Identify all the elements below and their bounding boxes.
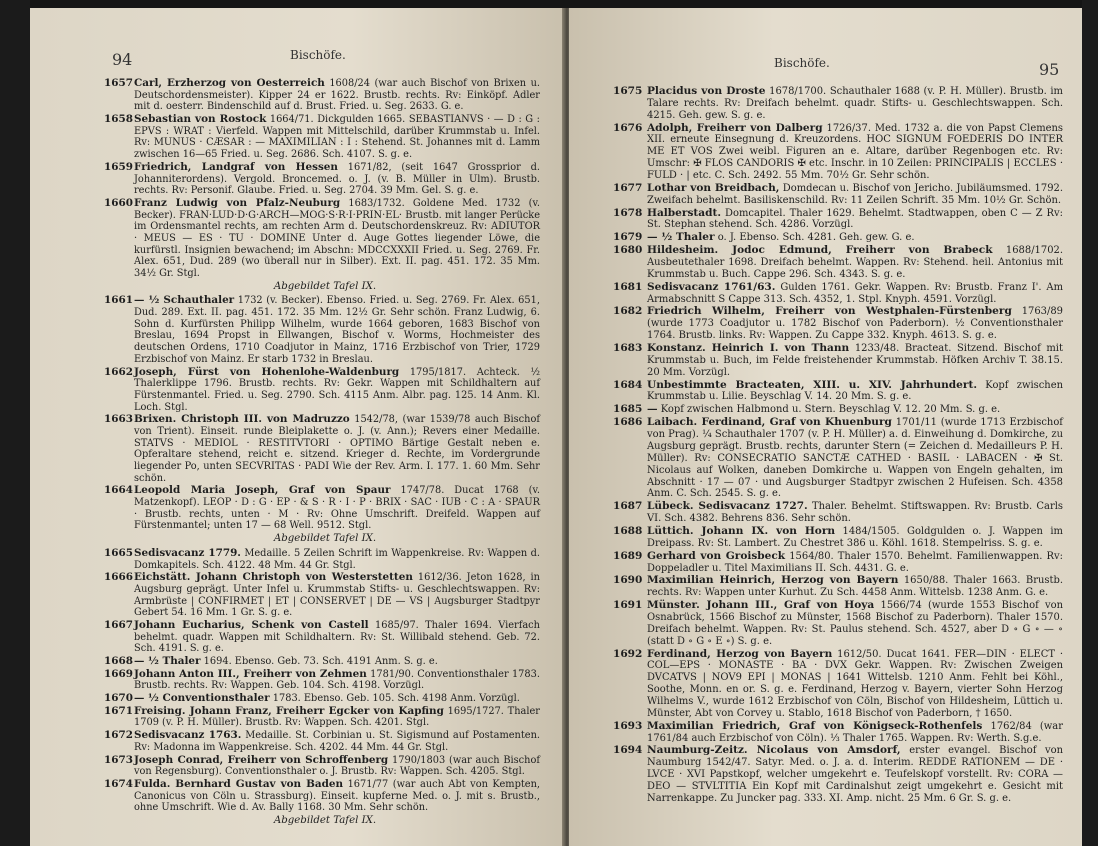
entry-number: 1678 <box>613 206 643 219</box>
plate-reference: Abgebildet Tafel IX. <box>273 814 377 826</box>
entry-description: 1484/1505. Goldgulden o. J. Wappen im Dreipass. Rv: St. Lambert. Zu Chestret 386 u. Köhl. 1618. Stempelriss. S. g. e. <box>647 525 1063 549</box>
entry-number: 1669 <box>104 667 133 680</box>
entry-heading: — ½ Thaler <box>134 655 201 667</box>
entry-number: 1689 <box>613 549 643 562</box>
entry-heading: — ½ Conventionsthaler <box>134 692 270 705</box>
entry-number: 1690 <box>613 574 643 587</box>
entry-number: 1657 <box>104 77 133 89</box>
entry-heading: Maximilian Heinrich, Herzog von Bayern <box>647 574 899 587</box>
entry-heading: Johann Eucharius, Schenk von Castell <box>134 618 369 631</box>
entry-number: 1680 <box>613 244 643 257</box>
catalog-entry <box>613 574 1063 599</box>
catalog-entry <box>104 546 540 571</box>
entry-list <box>613 85 1064 806</box>
entry-number: 1684 <box>613 378 643 391</box>
entry-number: 1676 <box>613 121 643 134</box>
entry-heading: Carl, Erzherzog von Oesterreich <box>134 77 325 89</box>
catalog-entry <box>104 113 540 161</box>
entry-heading: Freising. Johann Franz, Freiherr Egcker von Kapfing <box>134 704 444 717</box>
entry-number: 1664 <box>104 484 133 497</box>
catalog-entry <box>104 753 540 778</box>
catalog-entry <box>613 647 1063 720</box>
catalog-entry <box>613 549 1064 575</box>
entry-heading: Lübeck. Sedisvacanz 1727. <box>647 500 808 513</box>
catalog-entry <box>613 719 1063 745</box>
page-number: 95 <box>1039 60 1060 79</box>
catalog-entry <box>104 729 540 753</box>
entry-number: 1685 <box>613 403 643 416</box>
entry-description: 1732 (v. Becker). Ebenso. Fried. u. Seg. 2769. Fr. Alex. 651, Dud. 289. Ext. II. pag. 451. 172. 35 Mm. 12½ Gr. Sehr schön. Franz Ludwig, 6. Sohn d. Kurfürsten Philipp Wilhelm, wurde 1664 geboren, 1683 Bischof von Breslau, 1694 Propst in Ellwangen, Bischof v. Worms, Hochmeister des deutschen Ordens, 1710 Coadjutor in Mainz, 1716 Erzbischof von Trier, 1729 Erzbischof von Mainz. Er starb 1732 in Breslau. <box>134 295 540 365</box>
catalog-entry <box>613 231 1063 244</box>
entry-heading: Sebastian von Rostock <box>134 113 267 126</box>
catalog-entry <box>613 378 1063 404</box>
entry-number: 1671 <box>104 704 133 717</box>
catalog-entry <box>613 524 1063 550</box>
entry-number: 1665 <box>104 546 133 559</box>
catalog-entry <box>104 294 540 365</box>
book-spread <box>30 0 1082 846</box>
catalog-entry <box>613 599 1063 647</box>
entry-number: 1692 <box>613 647 643 660</box>
running-head: Bischöfe. <box>774 56 830 70</box>
entry-heading: — <box>647 403 658 416</box>
catalog-entry <box>613 403 1063 416</box>
entry-number: 1663 <box>104 413 133 426</box>
entry-heading: Joseph, Fürst von Hohenlohe-Waldenburg <box>134 365 400 378</box>
entry-description: Gulden 1761. Gekr. Wappen. Rv: Brustb. Franz I'. Am Armabschnitt S Cappe 313. Sch. 4352, 1. Stpl. Knyph. 4591. Vorzügl. <box>647 281 1063 305</box>
catalog-entry <box>104 413 540 484</box>
catalog-entry <box>613 500 1063 525</box>
plate-reference: Abgebildet Tafel IX. <box>273 533 377 545</box>
entry-description: 1683/1732. Goldene Med. 1732 (v. Becker). FRAN·LUD·D·G·ARCH—MOG·S·R·I·PRIN·EL· Brustb. mit langer Perücke im Ordensmantel rechts, am rechten Arm d. Deutschordenskreuz. Rv: ADIUTOR · MEUS — ES · TU · DOMINE Unter d. Auge Gottes liegender Löwe, die kurfürstl. Insignien bewachend; im Abschn: MDCCXXXII Fried. u. Seg. 2769. Fr. Alex. 651, Dud. 289 (wo überall nur in Silber). Ext. II. pag. 451. 172. 35 Mm. 34½ Gr. Stgl. <box>134 197 540 279</box>
entry-number: 1672 <box>104 729 133 742</box>
entry-number: 1682 <box>613 305 643 318</box>
entry-heading: Johann Anton III., Freiherr von Zehmen <box>134 667 367 680</box>
entry-heading: Münster. Johann III., Graf von Hoya <box>647 599 875 612</box>
entry-description: Domdecan u. Bischof von Jericho. Jubiläumsmed. 1792. Zweifach behelmt. Basiliskenschild. Rv: 11 Zeilen Schrift. 35 Mm. 10½ Gr. Schön. <box>647 182 1063 206</box>
entry-description: 1747/78. Ducat 1768 (v. Matzenkopf). LEOP · D : G · EP · & S · R · I · P · BRIX · SAC · IUB · C : A · SPAUR · Brustb. rechts, unten · M · Rv: Ohne Umschrift. Dreifeld. Wappen auf Fürstenmantel; unten 17 — 68 Well. 9512. Stgl. <box>134 485 540 532</box>
catalog-entry <box>104 484 540 532</box>
entry-heading: Placidus von Droste <box>647 85 766 97</box>
entry-description: 1694. Ebenso. Geb. 73. Sch. 4191 Anm. S. g. e. <box>203 656 438 667</box>
entry-heading: Friedrich Wilhelm, Freiherr von Westphalen-Fürstenberg <box>647 305 1012 318</box>
entry-description: 1542/78, (war 1539/78 auch Bischof von Trient). Einseit. runde Bleiplakette o. J. (v. Ann.); Revers einer Medaille. STATVS · MEDIOL · RESTITVTORI · OPTIMO Bärtige Gestalt neben e. Opferaltare stehend, reicht e. sitzend. Krieger d. Rechte, im Vordergrunde liegender Po, unten SECVRITAS · PADI Wie der Rev. Arm. I. 177. 1. 60 Mm. Sehr schön. <box>134 414 540 484</box>
catalog-entry <box>613 305 1063 342</box>
entry-description: 1612/36. Jeton 1628, in Augsburg geprägt. Unter Infel u. Krummstab Stifts- u. Geschlechtswappen. Rv: Armbrüste | CONFIRMET | ET | CONSERVET | DE — VS | Augsburger Stadtpyr Gebert 54. 16 Mm. 1 Gr. S. g. e. <box>134 572 540 619</box>
catalog-entry <box>613 280 1063 306</box>
entry-number: 1668 <box>104 655 133 667</box>
entry-description: 1664/71. Dickgulden 1665. SEBASTIANVS · — D : G : EPVS : WRAT : Vierfeld. Wappen mit Mittelschild, darüber Krummstab u. Infel. Rv: MUNUS · CÆSAR : — MAXIMILIAN : I : Stehend. St. Johannes mit d. Lamm zwischen 16—65 Fried. u. Seg. 2686. Sch. 4107. S. g. e. <box>134 114 540 161</box>
entry-number: 1686 <box>613 416 643 429</box>
entry-number: 1679 <box>613 231 643 244</box>
entry-description: 1783. Ebenso. Geb. 105. Sch. 4198 Anm. Vorzügl. <box>272 693 520 705</box>
catalog-entry <box>104 571 540 619</box>
entry-heading: — ½ Thaler <box>647 231 715 244</box>
catalog-entry <box>104 618 540 655</box>
entry-heading: Franz Ludwig von Pfalz-Neuburg <box>134 196 341 209</box>
entry-description: Medaille. 5 Zeilen Schrift im Wappenkreise. Rv: Wappen d. Domkapitels. Sch. 4122. 48 Mm. 44 Gr. Stgl. <box>134 547 540 571</box>
entry-list <box>104 77 540 830</box>
entry-description: 1564/80. Thaler 1570. Behelmt. Familienwappen. Rv: Doppeladler u. Titel Maximilians II. Sch. 4431. G. e. <box>647 550 1064 574</box>
entry-heading: Sedisvacanz 1761/63. <box>647 280 776 293</box>
entry-number: 1681 <box>613 280 643 293</box>
catalog-entry <box>104 77 540 113</box>
entry-number: 1662 <box>104 365 133 378</box>
catalog-entry <box>104 160 540 197</box>
entry-heading: Halberstadt. <box>647 206 722 219</box>
entry-number: 1687 <box>613 500 643 513</box>
right-page <box>569 8 1082 846</box>
entry-number: 1659 <box>104 160 133 173</box>
entry-number: 1674 <box>104 777 133 790</box>
catalog-entry <box>104 655 540 668</box>
catalog-entry <box>104 667 540 692</box>
catalog-entry <box>613 181 1063 207</box>
entry-heading: Leopold Maria Joseph, Graf von Spaur <box>134 484 391 497</box>
entry-heading: Naumburg-Zeitz. Nicolaus von Amsdorf, <box>647 744 901 757</box>
entry-description: 1233/48. Bracteat. Sitzend. Bischof mit Krummstab u. Buch, im Felde freistehender Krummstab. Höfken Archiv T. 38.15. 20 Mm. Vorzügl. <box>647 343 1063 378</box>
entry-heading: Sedisvacanz 1779. <box>134 546 241 559</box>
entry-number: 1661 <box>104 294 133 307</box>
entry-heading: Laibach. Ferdinand, Graf von Khuenburg <box>647 416 892 429</box>
running-head: Bischöfe. <box>290 48 346 62</box>
entry-heading: Lüttich. Johann IX. von Horn <box>647 524 836 537</box>
entry-number: 1694 <box>613 744 643 757</box>
entry-number: 1667 <box>104 618 133 631</box>
entry-heading: Hildesheim. Jodoc Edmund, Freiherr von Brabeck <box>647 244 993 257</box>
entry-description: 1671/82, (seit 1647 Grossprior d. Johanniterordens). Vergold. Broncemed. o. J. (v. B. Müller in Ulm). Brustb. rechts. Rv: Personif. Glaube. Fried. u. Seg. 2704. 39 Mm. Gel. S. g. e. <box>134 161 540 197</box>
entry-heading: Gerhard von Groisbeck <box>647 549 786 562</box>
entry-description: erster evangel. Bischof von Naumburg 1542/47. Satyr. Med. o. J. a. d. Interim. REDDE RATIONEM — DE · LVCE · XVI Papstkopf, welcher umgekehrt e. Teufelskopf vorstellt. Rv: CORA — DEO — STVLTITIA Ein Kopf mit Cardinalshut zeigt umgekehrt e. Gesicht mit Narrenkappe. Zu Juncker pag. 333. XI. Amp. nicht. 25 Mm. 6 Gr. S. g. e. <box>647 745 1063 804</box>
entry-description: 1566/74 (wurde 1553 Bischof von Osnabrück, 1566 Bischof zu Münster, 1568 Bischof zu Paderborn). Thaler 1570. Dreifach behelmt. Wappen. Rv: St. Paulus stehend. Sch. 4527, aber D ∘ G ∘ — ∘ (statt D ∘ G ∘ E ∘) S. g. e. <box>647 600 1063 647</box>
entry-number: 1683 <box>613 342 643 355</box>
entry-number: 1658 <box>104 113 133 126</box>
entry-description: 1608/24 (war auch Bischof von Brixen u. Deutschordensmeister). Kipper 24 er 1622. Brustb. rechts. Rv: Einköpf. Adler mit d. oesterr. Bindenschild auf d. Brust. Fried. u. Seg. 2633. G. e. <box>134 78 540 113</box>
catalog-entry <box>104 365 540 414</box>
entry-description: 1763/89 (wurde 1773 Coadjutor u. 1782 Bischof von Paderborn). ½ Conventionsthaler 1764. Brustb. links. Rv: Wappen. Zu Cappe 332. Knyph. 4613. S. g. e. <box>647 306 1063 342</box>
entry-description: 1612/50. Ducat 1641. FER—DIN · ELECT · COL—EPS · MONASTE · BA · DVX Gekr. Wappen. Rv: Zwischen Zweigen DVCATVS | NOV9 EPI | MONAS | 1641 Wittelsb. 1210 Anm. Fehlt bei Köhl., Soothe, Monn. en or. S. g. e. Ferdinand, Herzog v. Bayern, vierter Sohn Herzog Wilhelms V., wurde 1612 Erzbischof von Cöln, Bischof von Hildesheim, Lüttich u. Münster, Abt von Corvey u. Stablo, 1618 Bischof von Paderborn, † 1650. <box>647 648 1063 719</box>
entry-number: 1670 <box>104 692 133 705</box>
entry-description: Domcapitel. Thaler 1629. Behelmt. Stadtwappen, oben C — Z Rv: St. Stephan stehend. Sch. 4286. Vorzügl. <box>647 207 1063 231</box>
entry-description: 1701/11 (wurde 1713 Erzbischof von Prag). ¼ Schauthaler 1707 (v. P. H. Müller) a. d. Einweihung d. Domkirche, zu Augsburg geprägt. Brustb. rechts, darunter Stern (= Zeichen d. Medailleurs P. H. Müller). Rv: CONSECRATIO SANCTÆ CATHED · BASIL · LABACEN · ✠ St. Nicolaus auf Wolken, daneben Domkirche u. Wappen von Engeln gehalten, im Abschnitt · 17 — 07 · und Augsburger Stadtpyr zwischen 2 Hufeisen. Sch. 4358 Anm. C. Sch. 2545. S. g. e. <box>647 417 1063 500</box>
catalog-entry <box>104 692 540 705</box>
entry-number: 1660 <box>104 196 133 209</box>
catalog-entry <box>613 121 1063 182</box>
entry-description: 1650/88. Thaler 1663. Brustb. rechts. Rv: Wappen unter Kurhut. Zu Sch. 4458 Anm. Wittelsb. 1238 Anm. G. e. <box>647 575 1063 599</box>
entry-description: 1762/84 (war 1761/84 auch Erzbischof von Cöln). ⅓ Thaler 1765. Wappen. Rv: Werth. S.g.e. <box>647 720 1063 744</box>
entry-number: 1688 <box>613 524 643 537</box>
entry-number: 1677 <box>613 181 643 194</box>
entry-number: 1673 <box>104 753 133 766</box>
page-number: 94 <box>112 50 133 69</box>
entry-description: 1678/1700. Schauthaler 1688 (v. P. H. Müller). Brustb. im Talare rechts. Rv: Dreifach behelmt. quadr. Stifts- u. Geschlechtswappen. Sch. 4215. Geh. gew. S. g. e. <box>647 86 1063 121</box>
entry-description: o. J. Ebenso. Sch. 4281. Geh. gew. G. e. <box>717 232 915 244</box>
entry-description: Kopf zwischen Krummstab u. Lilie. Beyschlag V. 14. 20 Mm. S. g. e. <box>647 379 1063 403</box>
entry-description: 1671/77 (war auch Abt von Kempten, Canonicus von Cöln u. Strassburg). Einseit. kupferne Med. o. J. mit s. Brustb., ohne Umschrift. Wie d. Av. Bally 1168. 30 Mm. Sehr schön. <box>134 778 540 814</box>
catalog-entry <box>104 777 540 814</box>
entry-description: 1795/1817. Achteck. ½ Thalerklippe 1796. Brustb. rechts. Rv: Gekr. Wappen mit Schildhaltern auf Fürstenmantel. Fried. u. Seg. 2790. Sch. 4115 Anm. Albr. pag. 125. 14 Anm. Kl. Loch. Stgl. <box>134 366 540 413</box>
entry-heading: — ½ Schauthaler <box>134 294 235 307</box>
catalog-entry <box>613 744 1063 804</box>
catalog-entry <box>104 196 540 280</box>
entry-description: Kopf zwischen Halbmond u. Stern. Beyschlag V. 12. 20 Mm. S. g. e. <box>660 404 1001 416</box>
entry-number: 1675 <box>613 85 643 97</box>
catalog-entry <box>613 244 1063 281</box>
entry-description: Medaille. St. Corbinian u. St. Sigismund auf Postamenten. Rv: Madonna im Wappenkreise. Sch. 4202. 44 Mm. 44 Gr. Stgl. <box>134 730 540 753</box>
entry-description: 1781/90. Conventionsthaler 1783. Brustb. rechts. Rv: Wappen. Geb. 104. Sch. 4198. Vorzügl. <box>134 668 540 692</box>
entry-heading: Friedrich, Landgraf von Hessen <box>134 160 338 173</box>
entry-number: 1691 <box>613 599 643 612</box>
entry-heading: Konstanz. Heinrich I. von Thann <box>647 342 850 355</box>
catalog-entry <box>613 85 1063 122</box>
left-page <box>30 8 565 846</box>
entry-description: Thaler. Behelmt. Stiftswappen. Rv: Brustb. Carls VI. Sch. 4382. Behrens 836. Sehr schön. <box>647 501 1063 525</box>
entry-description: 1688/1702. Ausbeutethaler 1698. Dreifach behelmt. Wappen. Rv: Stehend. heil. Antonius mit Krummstab u. Buch. Cappe 296. Sch. 4343. S. g. e. <box>647 245 1063 280</box>
entry-heading: Sedisvacanz 1763. <box>134 729 242 742</box>
entry-heading: Adolph, Freiherr von Dalberg <box>647 121 823 134</box>
catalog-entry <box>613 416 1063 500</box>
entry-heading: Brixen. Christoph III. von Madruzzo <box>134 413 350 426</box>
entry-number: 1693 <box>613 719 643 732</box>
entry-heading: Fulda. Bernhard Gustav von Baden <box>134 777 344 790</box>
catalog-entry <box>104 704 540 729</box>
entry-heading: Unbestimmte Bracteaten, XIII. u. XIV. Jahrhundert. <box>647 378 977 391</box>
catalog-entry <box>613 206 1063 232</box>
entry-heading: Joseph Conrad, Freiherr von Schroffenberg <box>134 753 389 766</box>
entry-description: 1685/97. Thaler 1694. Vierfach behelmt. quadr. Wappen mit Schildhaltern. Rv: St. Willibald stehend. Geb. 72. Sch. 4191. S. g. e. <box>134 619 540 655</box>
entry-heading: Maximilian Friedrich, Graf von Königseck-Rothenfels <box>647 719 983 732</box>
entry-description: 1726/37. Med. 1732 a. die von Papst Clemens XII. erneute Einsegnung d. Kreuzordens. HOC SIGNUM FOEDERIS DO INTER ME ET VOS Zwei weibl. Figuren an e. Altare, darüber Regenbogen etc. Rv: Umschr: ✠ FLOS CANDORIS ✠ etc. Inschr. in 10 Zeilen: PRINCIPALIS | ECCLES · FULD · | etc. C. Sch. 2492. 55 Mm. 70½ Gr. Sehr schön. <box>647 122 1063 182</box>
entry-heading: Ferdinand, Herzog von Bayern <box>647 647 833 660</box>
entry-description: 1695/1727. Thaler 1709 (v. P. H. Müller). Brustb. Rv: Wappen. Sch. 4201. Stgl. <box>134 705 540 729</box>
entry-heading: Lothar von Breidbach, <box>647 181 780 194</box>
entry-number: 1666 <box>104 571 133 584</box>
entry-description: 1790/1803 (war auch Bischof von Regensburg). Conventionsthaler o. J. Brustb. Rv: Wappen. Sch. 4205. Stgl. <box>134 754 540 778</box>
entry-heading: Eichstätt. Johann Christoph von Westerstetten <box>134 571 413 584</box>
catalog-entry <box>613 342 1063 379</box>
plate-reference: Abgebildet Tafel IX. <box>273 280 377 292</box>
